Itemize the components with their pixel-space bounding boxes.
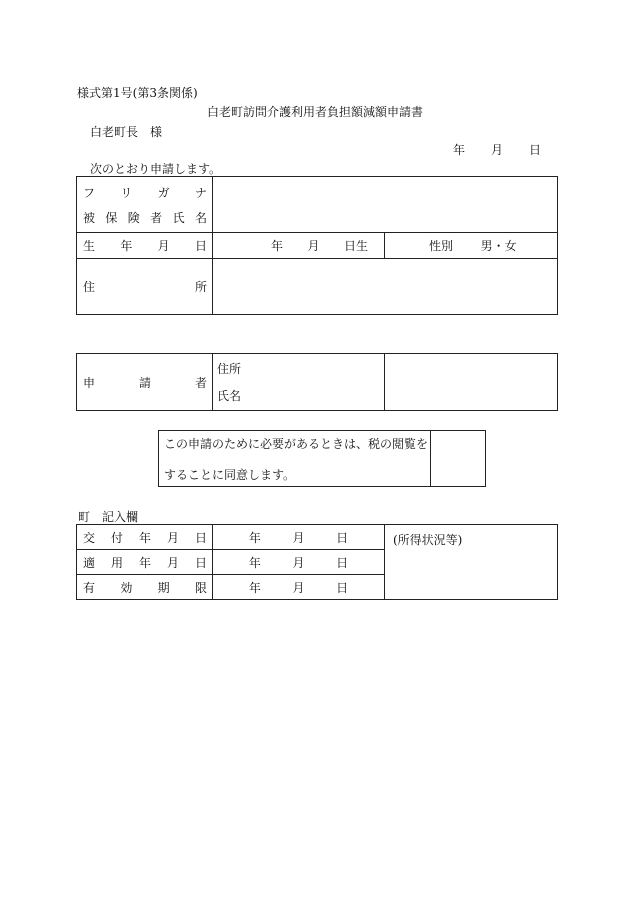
consent-seal-box[interactable] [431,431,486,487]
consent-line-2: することに同意します。 [164,467,296,482]
birthdate-label: 生 年 月 日 [77,233,213,259]
office-use-table [76,524,558,600]
requester-name-label: 氏名 [217,389,242,403]
applicant-table [76,176,558,315]
intro-text: 次のとおり申請します。 [90,162,222,176]
gender-label: 性別 [429,239,454,253]
address-label: 住 所 [77,259,213,315]
address-field[interactable] [213,259,558,315]
submission-date [453,141,541,158]
apply-date-field[interactable]: 年 月 日 [213,550,385,575]
date-year: 年 [453,143,466,157]
birthdate-field[interactable]: 年 月 日生 [213,233,385,259]
issue-date-field[interactable]: 年 月 日 [213,525,385,550]
addressee: 白老町長 様 [90,125,163,139]
requester-label: 申 請 者 [77,354,213,411]
consent-text [159,431,431,487]
insured-name-field[interactable] [213,177,558,233]
page-title: 白老町訪問介護利用者負担額減額申請書 [206,105,423,119]
requester-seal-box[interactable] [385,354,558,411]
issue-date-label: 交 付 年 月 日 [77,525,213,550]
consent-table [158,430,486,487]
date-day: 日 [528,143,541,157]
expiry-label: 有 効 期 限 [77,575,213,600]
form-number: 様式第1号(第3条関係) [77,86,198,100]
requester-address-label: 住所 [217,362,242,376]
requester-info[interactable] [213,354,385,411]
gender-field[interactable] [385,233,558,259]
apply-date-label: 適 用 年 月 日 [77,550,213,575]
consent-line-1: この申請のために必要があるときは、税の閲覧を [164,436,429,451]
requester-table [76,353,558,411]
gender-value: 男・女 [480,239,517,253]
income-status-box[interactable] [385,525,558,600]
income-status-label: (所得状況等) [393,533,463,547]
office-section-label: 町 記入欄 [78,510,139,524]
expiry-field[interactable]: 年 月 日 [213,575,385,600]
furigana-name-label: フ リ ガ ナ 被 保 険 者 氏 名 [77,177,213,233]
date-month: 月 [490,143,503,157]
